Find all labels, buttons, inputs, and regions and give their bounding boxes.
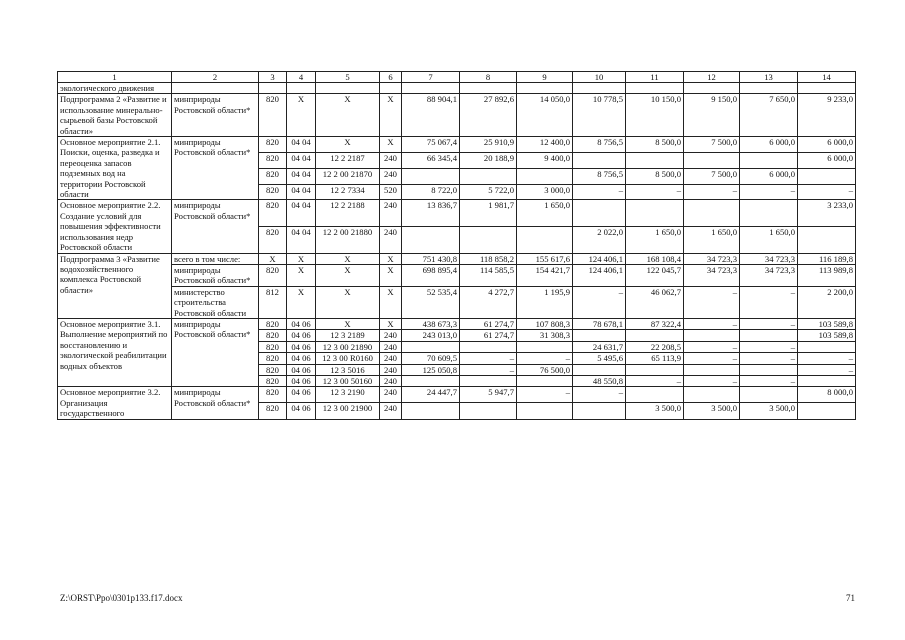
amount-cell: 7 500,0	[684, 137, 740, 153]
item-name-cell: Основное мероприятие 3.1. Выполнение мероприятий по восстановлению и экологической реабилитации водных объектов	[58, 318, 172, 386]
amount-cell	[460, 83, 517, 94]
amount-cell: 65 113,9	[626, 353, 684, 364]
amount-cell	[517, 83, 573, 94]
rz-pr-code-cell: 04 04	[287, 226, 316, 253]
gv-code-cell: 820	[259, 200, 287, 227]
amount-cell: 24 631,7	[573, 341, 626, 352]
gv-code-cell: X	[259, 253, 287, 264]
rz-pr-code-cell: X	[287, 94, 316, 137]
item-name-cell: Подпрограмма 3 «Развитие водохозяйственного комплекса Ростовской области»	[58, 253, 172, 318]
amount-cell	[573, 200, 626, 227]
amount-cell	[626, 330, 684, 341]
amount-cell	[573, 83, 626, 94]
amount-cell: 116 189,8	[798, 253, 856, 264]
amount-cell: 6 000,0	[740, 168, 798, 184]
amount-cell: –	[684, 353, 740, 364]
column-header: 4	[287, 72, 316, 83]
amount-cell: 34 723,3	[684, 264, 740, 286]
rz-pr-code-cell: 04 04	[287, 168, 316, 184]
vr-code-cell: 240	[380, 168, 402, 184]
target-code-cell: X	[316, 253, 380, 264]
amount-cell	[460, 168, 517, 184]
amount-cell: 8 756,5	[573, 168, 626, 184]
amount-cell: 243 013,0	[402, 330, 460, 341]
vr-code-cell: 240	[380, 403, 402, 419]
amount-cell	[402, 226, 460, 253]
amount-cell: 8 500,0	[626, 137, 684, 153]
amount-cell: 125 050,8	[402, 364, 460, 375]
gv-code-cell: 820	[259, 184, 287, 200]
amount-cell	[517, 403, 573, 419]
target-code-cell: 12 3 5016	[316, 364, 380, 375]
vr-code-cell: 240	[380, 330, 402, 341]
table-row	[58, 83, 856, 94]
amount-cell: –	[626, 184, 684, 200]
amount-cell: 46 062,7	[626, 286, 684, 318]
amount-cell	[684, 83, 740, 94]
vr-code-cell: 240	[380, 375, 402, 386]
rz-pr-code-cell: 04 06	[287, 341, 316, 352]
rz-pr-code-cell: 04 04	[287, 184, 316, 200]
amount-cell: 2 200,0	[798, 286, 856, 318]
amount-cell: 103 589,8	[798, 330, 856, 341]
amount-cell	[798, 375, 856, 386]
amount-cell: 107 808,3	[517, 318, 573, 329]
rz-pr-code-cell	[287, 83, 316, 94]
amount-cell	[460, 226, 517, 253]
amount-cell: 34 723,3	[740, 253, 798, 264]
amount-cell: 10 150,0	[626, 94, 684, 137]
amount-cell: 1 650,0	[684, 226, 740, 253]
amount-cell: 1 650,0	[626, 226, 684, 253]
amount-cell	[684, 152, 740, 168]
target-code-cell: X	[316, 286, 380, 318]
amount-cell: –	[684, 286, 740, 318]
amount-cell: –	[798, 353, 856, 364]
item-name-cell: экологического движения	[58, 83, 172, 94]
amount-cell	[626, 200, 684, 227]
amount-cell: –	[684, 375, 740, 386]
amount-cell	[402, 83, 460, 94]
gv-code-cell: 820	[259, 94, 287, 137]
amount-cell: 5 495,6	[573, 353, 626, 364]
amount-cell: 8 000,0	[798, 387, 856, 403]
amount-cell: 75 067,4	[402, 137, 460, 153]
amount-cell: 14 050,0	[517, 94, 573, 137]
vr-code-cell: X	[380, 94, 402, 137]
amount-cell	[626, 364, 684, 375]
amount-cell	[684, 364, 740, 375]
gv-code-cell	[259, 83, 287, 94]
vr-code-cell	[380, 83, 402, 94]
amount-cell	[402, 168, 460, 184]
column-header: 9	[517, 72, 573, 83]
amount-cell: 9 150,0	[684, 94, 740, 137]
item-name-cell: Основное мероприятие 3.2. Организация государственного	[58, 387, 172, 419]
amount-cell: 12 400,0	[517, 137, 573, 153]
amount-cell: 34 723,3	[740, 264, 798, 286]
amount-cell	[402, 341, 460, 352]
column-header: 13	[740, 72, 798, 83]
amount-cell: –	[517, 387, 573, 403]
amount-cell: 3 233,0	[798, 200, 856, 227]
budget-table	[57, 71, 856, 420]
amount-cell: 24 447,7	[402, 387, 460, 403]
executor-cell: минприроды Ростовской области*	[172, 94, 259, 137]
amount-cell	[626, 83, 684, 94]
target-code-cell: X	[316, 137, 380, 153]
amount-cell	[684, 330, 740, 341]
target-code-cell: 12 3 00 21900	[316, 403, 380, 419]
amount-cell: –	[740, 341, 798, 352]
amount-cell: 3 500,0	[626, 403, 684, 419]
amount-cell	[626, 387, 684, 403]
vr-code-cell: X	[380, 318, 402, 329]
amount-cell	[798, 168, 856, 184]
vr-code-cell: X	[380, 286, 402, 318]
amount-cell: –	[460, 353, 517, 364]
table-row	[58, 200, 856, 227]
amount-cell: –	[573, 184, 626, 200]
gv-code-cell: 820	[259, 330, 287, 341]
amount-cell	[740, 330, 798, 341]
amount-cell: 438 673,3	[402, 318, 460, 329]
amount-cell: 48 550,8	[573, 375, 626, 386]
amount-cell: 118 858,2	[460, 253, 517, 264]
column-header: 10	[573, 72, 626, 83]
amount-cell: –	[684, 341, 740, 352]
rz-pr-code-cell: 04 06	[287, 318, 316, 329]
amount-cell: –	[684, 318, 740, 329]
rz-pr-code-cell: 04 06	[287, 403, 316, 419]
document-path: Z:\ORST\Ppo\0301p133.f17.docx	[60, 593, 183, 603]
target-code-cell: 12 3 00 21890	[316, 341, 380, 352]
vr-code-cell: 240	[380, 364, 402, 375]
amount-cell	[740, 152, 798, 168]
table-row	[58, 94, 856, 137]
amount-cell: –	[626, 375, 684, 386]
amount-cell: 1 981,7	[460, 200, 517, 227]
rz-pr-code-cell: 04 06	[287, 375, 316, 386]
amount-cell: 103 589,8	[798, 318, 856, 329]
rz-pr-code-cell: X	[287, 264, 316, 286]
amount-cell	[517, 341, 573, 352]
gv-code-cell: 820	[259, 403, 287, 419]
amount-cell	[460, 341, 517, 352]
target-code-cell: 12 2 2188	[316, 200, 380, 227]
column-header: 5	[316, 72, 380, 83]
amount-cell: 1 650,0	[517, 200, 573, 227]
amount-cell: 8 756,5	[573, 137, 626, 153]
amount-cell: 9 400,0	[517, 152, 573, 168]
amount-cell: 70 609,5	[402, 353, 460, 364]
amount-cell	[684, 387, 740, 403]
gv-code-cell: 820	[259, 318, 287, 329]
amount-cell	[573, 364, 626, 375]
amount-cell	[740, 200, 798, 227]
amount-cell	[573, 403, 626, 419]
amount-cell: 31 308,3	[517, 330, 573, 341]
table-row	[58, 137, 856, 153]
amount-cell: 698 895,4	[402, 264, 460, 286]
amount-cell	[573, 330, 626, 341]
amount-cell	[402, 403, 460, 419]
vr-code-cell: 240	[380, 226, 402, 253]
target-code-cell: X	[316, 94, 380, 137]
amount-cell: 88 904,1	[402, 94, 460, 137]
gv-code-cell: 820	[259, 364, 287, 375]
gv-code-cell: 820	[259, 152, 287, 168]
target-code-cell: 12 2 00 21880	[316, 226, 380, 253]
amount-cell	[402, 375, 460, 386]
table-row	[58, 264, 856, 286]
amount-cell: 113 989,8	[798, 264, 856, 286]
amount-cell: –	[573, 387, 626, 403]
amount-cell: –	[684, 184, 740, 200]
rz-pr-code-cell: 04 06	[287, 330, 316, 341]
gv-code-cell: 820	[259, 137, 287, 153]
amount-cell	[740, 364, 798, 375]
gv-code-cell: 812	[259, 286, 287, 318]
table-row	[58, 387, 856, 403]
amount-cell: 168 108,4	[626, 253, 684, 264]
amount-cell: 52 535,4	[402, 286, 460, 318]
amount-cell	[573, 152, 626, 168]
gv-code-cell: 820	[259, 387, 287, 403]
target-code-cell: 12 3 2189	[316, 330, 380, 341]
vr-code-cell: 240	[380, 341, 402, 352]
rz-pr-code-cell: X	[287, 253, 316, 264]
amount-cell: 61 274,7	[460, 330, 517, 341]
amount-cell: 6 000,0	[798, 137, 856, 153]
amount-cell: –	[740, 375, 798, 386]
amount-cell: 6 000,0	[798, 152, 856, 168]
column-header: 11	[626, 72, 684, 83]
amount-cell: 76 500,0	[517, 364, 573, 375]
amount-cell: –	[573, 286, 626, 318]
rz-pr-code-cell: 04 06	[287, 364, 316, 375]
amount-cell: 3 500,0	[740, 403, 798, 419]
executor-cell	[172, 83, 259, 94]
amount-cell: 124 406,1	[573, 253, 626, 264]
rz-pr-code-cell: 04 04	[287, 200, 316, 227]
amount-cell: 155 617,6	[517, 253, 573, 264]
amount-cell: 7 650,0	[740, 94, 798, 137]
amount-cell: 8 722,0	[402, 184, 460, 200]
vr-code-cell: 240	[380, 152, 402, 168]
target-code-cell: 12 3 00 R0160	[316, 353, 380, 364]
amount-cell	[517, 168, 573, 184]
column-header: 14	[798, 72, 856, 83]
amount-cell: 34 723,3	[684, 253, 740, 264]
amount-cell: 5 947,7	[460, 387, 517, 403]
amount-cell: 10 778,5	[573, 94, 626, 137]
executor-cell: минприроды Ростовской области*	[172, 264, 259, 286]
rz-pr-code-cell: 04 04	[287, 152, 316, 168]
vr-code-cell: 240	[380, 353, 402, 364]
amount-cell: 114 585,5	[460, 264, 517, 286]
column-header: 1	[58, 72, 172, 83]
target-code-cell: 12 2 2187	[316, 152, 380, 168]
amount-cell: 1 195,9	[517, 286, 573, 318]
vr-code-cell: X	[380, 137, 402, 153]
amount-cell: 122 045,7	[626, 264, 684, 286]
amount-cell: 20 188,9	[460, 152, 517, 168]
amount-cell: 27 892,6	[460, 94, 517, 137]
amount-cell: –	[740, 286, 798, 318]
column-header: 6	[380, 72, 402, 83]
amount-cell: –	[517, 353, 573, 364]
amount-cell	[684, 200, 740, 227]
rz-pr-code-cell: 04 04	[287, 137, 316, 153]
column-header: 8	[460, 72, 517, 83]
header-row	[58, 72, 856, 83]
amount-cell: 7 500,0	[684, 168, 740, 184]
amount-cell: 2 022,0	[573, 226, 626, 253]
executor-cell: минприроды Ростовской области*	[172, 387, 259, 419]
amount-cell: 87 322,4	[626, 318, 684, 329]
target-code-cell: 12 2 7334	[316, 184, 380, 200]
column-header: 2	[172, 72, 259, 83]
amount-cell	[517, 375, 573, 386]
gv-code-cell: 820	[259, 264, 287, 286]
table-row	[58, 318, 856, 329]
vr-code-cell: X	[380, 253, 402, 264]
target-code-cell: X	[316, 264, 380, 286]
gv-code-cell: 820	[259, 168, 287, 184]
amount-cell: 5 722,0	[460, 184, 517, 200]
target-code-cell	[316, 83, 380, 94]
amount-cell	[740, 83, 798, 94]
amount-cell: –	[798, 184, 856, 200]
item-name-cell: Подпрограмма 2 «Развитие и использование минерально-сырьевой базы Ростовской области»	[58, 94, 172, 137]
executor-cell: всего в том числе:	[172, 253, 259, 264]
table-row	[58, 286, 856, 318]
gv-code-cell: 820	[259, 353, 287, 364]
executor-cell: министерство строительства Ростовской области	[172, 286, 259, 318]
amount-cell: 9 233,0	[798, 94, 856, 137]
page-number: 71	[846, 593, 855, 603]
amount-cell: 1 650,0	[740, 226, 798, 253]
amount-cell	[517, 226, 573, 253]
amount-cell	[798, 341, 856, 352]
amount-cell	[798, 226, 856, 253]
table-row	[58, 253, 856, 264]
executor-cell: минприроды Ростовской области*	[172, 318, 259, 386]
amount-cell: 78 678,1	[573, 318, 626, 329]
amount-cell: 61 274,7	[460, 318, 517, 329]
rz-pr-code-cell: X	[287, 286, 316, 318]
gv-code-cell: 820	[259, 341, 287, 352]
amount-cell: 124 406,1	[573, 264, 626, 286]
item-name-cell: Основное мероприятие 2.1. Поиски, оценка, разведка и переоценка запасов подземных вод на территории Ростовской области	[58, 137, 172, 200]
column-header: 12	[684, 72, 740, 83]
amount-cell: 3 000,0	[517, 184, 573, 200]
amount-cell: –	[798, 364, 856, 375]
amount-cell: –	[460, 364, 517, 375]
amount-cell	[740, 387, 798, 403]
amount-cell: 4 272,7	[460, 286, 517, 318]
column-header: 3	[259, 72, 287, 83]
amount-cell: 6 000,0	[740, 137, 798, 153]
amount-cell: –	[740, 318, 798, 329]
target-code-cell: X	[316, 318, 380, 329]
amount-cell: 3 500,0	[684, 403, 740, 419]
amount-cell	[626, 152, 684, 168]
amount-cell: –	[740, 353, 798, 364]
amount-cell: 25 910,9	[460, 137, 517, 153]
amount-cell: 154 421,7	[517, 264, 573, 286]
amount-cell	[460, 375, 517, 386]
gv-code-cell: 820	[259, 226, 287, 253]
amount-cell	[798, 83, 856, 94]
executor-cell: минприроды Ростовской области*	[172, 200, 259, 253]
vr-code-cell: 520	[380, 184, 402, 200]
vr-code-cell: 240	[380, 387, 402, 403]
item-name-cell: Основное мероприятие 2.2. Создание условий для повышения эффективности использования недр Ростовской области	[58, 200, 172, 253]
target-code-cell: 12 3 00 50160	[316, 375, 380, 386]
rz-pr-code-cell: 04 06	[287, 387, 316, 403]
target-code-cell: 12 2 00 21870	[316, 168, 380, 184]
amount-cell: 751 430,8	[402, 253, 460, 264]
amount-cell	[460, 403, 517, 419]
target-code-cell: 12 3 2190	[316, 387, 380, 403]
column-header: 7	[402, 72, 460, 83]
amount-cell	[798, 403, 856, 419]
executor-cell: минприроды Ростовской области*	[172, 137, 259, 200]
rz-pr-code-cell: 04 06	[287, 353, 316, 364]
amount-cell: 13 836,7	[402, 200, 460, 227]
amount-cell: 8 500,0	[626, 168, 684, 184]
amount-cell: 66 345,4	[402, 152, 460, 168]
amount-cell: –	[740, 184, 798, 200]
vr-code-cell: X	[380, 264, 402, 286]
amount-cell: 22 208,5	[626, 341, 684, 352]
gv-code-cell: 820	[259, 375, 287, 386]
vr-code-cell: 240	[380, 200, 402, 227]
